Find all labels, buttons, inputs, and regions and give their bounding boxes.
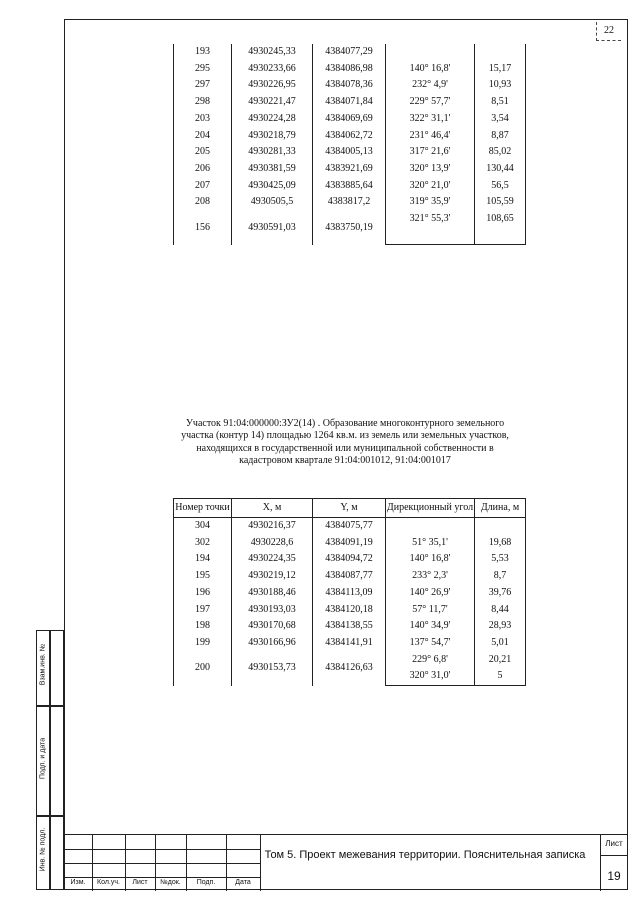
y-coordinate: 4383817,2: [313, 194, 386, 211]
direction-angle: 57° 11,7': [386, 602, 475, 619]
coordinates-table-1: [173, 44, 526, 245]
x-coordinate: 4930425,09: [232, 178, 313, 195]
direction-angle: 233° 2,3': [386, 568, 475, 585]
segment-length: 3,54: [475, 111, 526, 128]
segment-length: 19,68: [475, 535, 526, 552]
x-coordinate: 4930381,59: [232, 161, 313, 178]
point-number: 197: [174, 602, 232, 619]
direction-angle: 321° 55,3': [386, 211, 475, 228]
point-number: 194: [174, 551, 232, 568]
blank-cell: [475, 518, 526, 535]
y-coordinate: 4384086,98: [313, 61, 386, 78]
title-block: [64, 834, 628, 891]
point-number: 203: [174, 111, 232, 128]
point-number: 208: [174, 194, 232, 211]
header-angle: Дирекционный угол: [386, 499, 475, 518]
direction-angle: 317° 21,6': [386, 144, 475, 161]
y-coordinate: 4383921,69: [313, 161, 386, 178]
y-coordinate: 4384062,72: [313, 128, 386, 145]
x-coordinate: 4930505,5: [232, 194, 313, 211]
x-coordinate: 4930188,46: [232, 585, 313, 602]
table-row: [174, 518, 526, 535]
point-number: 206: [174, 161, 232, 178]
y-coordinate: 4384113,09: [313, 585, 386, 602]
segment-length: 5: [475, 668, 526, 685]
direction-angle: 140° 16,8': [386, 551, 475, 568]
y-coordinate: 4384075,77: [313, 518, 386, 535]
blank-cell: [475, 44, 526, 61]
direction-angle: 319° 35,9': [386, 194, 475, 211]
page-corner-number: 22: [596, 22, 621, 41]
segment-length: 39,76: [475, 585, 526, 602]
y-coordinate: 4383750,19: [313, 211, 386, 245]
point-number: 199: [174, 635, 232, 652]
segment-length: 15,17: [475, 61, 526, 78]
point-number: 196: [174, 585, 232, 602]
x-coordinate: 4930193,03: [232, 602, 313, 619]
tb-label-change: Изм.: [70, 879, 86, 886]
x-coordinate: 4930591,03: [232, 211, 313, 245]
point-number: 205: [174, 144, 232, 161]
sheet-label: Лист: [605, 839, 623, 848]
header-point: Номер точки: [174, 499, 232, 518]
x-coordinate: 4930224,35: [232, 551, 313, 568]
x-coordinate: 4930245,33: [232, 44, 313, 61]
direction-angle: 140° 34,9': [386, 618, 475, 635]
direction-angle: 140° 26,9': [386, 585, 475, 602]
blank-cell: [386, 228, 475, 245]
tb-label-sheet: Лист: [132, 879, 148, 886]
direction-angle: 320° 31,0': [386, 668, 475, 685]
y-coordinate: 4384077,29: [313, 44, 386, 61]
segment-length: 8,87: [475, 128, 526, 145]
direction-angle: 229° 6,8': [386, 652, 475, 669]
point-number: 200: [174, 652, 232, 686]
y-coordinate: 4384141,91: [313, 635, 386, 652]
document-title: Том 5. Проект межевания территории. Пояснительная записка: [264, 849, 586, 861]
table-header-row: [174, 499, 526, 518]
tb-label-count: Кол.уч.: [97, 879, 120, 886]
y-coordinate: 4383885,64: [313, 178, 386, 195]
blank-cell: [475, 228, 526, 245]
segment-length: 108,65: [475, 211, 526, 228]
x-coordinate: 4930216,37: [232, 518, 313, 535]
point-number: 304: [174, 518, 232, 535]
plot-caption: Участок 91:04:000000:ЗУ2(14) . Образование многоконтурного земельного участка (контур 14) площадью 1264 кв.м. из земель или земельных участков, находящихся в государственной или муниципальной собственности в кадастровом квартале 91:04:001012, 91:04:001017: [181, 418, 509, 466]
y-coordinate: 4384071,84: [313, 94, 386, 111]
strip-label-signature-date: Подп. и дата: [39, 737, 47, 780]
direction-angle: 320° 21,0': [386, 178, 475, 195]
x-coordinate: 4930224,28: [232, 111, 313, 128]
segment-length: 130,44: [475, 161, 526, 178]
segment-length: 5,01: [475, 635, 526, 652]
direction-angle: 51° 35,1': [386, 535, 475, 552]
x-coordinate: 4930221,47: [232, 94, 313, 111]
point-number: 193: [174, 44, 232, 61]
segment-length: 8,7: [475, 568, 526, 585]
y-coordinate: 4384120,18: [313, 602, 386, 619]
table-row: [174, 44, 526, 61]
header-length: Длина, м: [475, 499, 526, 518]
y-coordinate: 4384091,19: [313, 535, 386, 552]
y-coordinate: 4384087,77: [313, 568, 386, 585]
point-number: 207: [174, 178, 232, 195]
point-number: 302: [174, 535, 232, 552]
sheet-number: 19: [607, 869, 621, 883]
x-coordinate: 4930218,79: [232, 128, 313, 145]
direction-angle: 320° 13,9': [386, 161, 475, 178]
coordinates-table-2: [173, 498, 526, 686]
segment-length: 85,02: [475, 144, 526, 161]
blank-cell: [386, 44, 475, 61]
point-number: 298: [174, 94, 232, 111]
point-number: 204: [174, 128, 232, 145]
point-number: 156: [174, 211, 232, 245]
x-coordinate: 4930228,6: [232, 535, 313, 552]
segment-length: 28,93: [475, 618, 526, 635]
point-number: 195: [174, 568, 232, 585]
segment-length: 5,53: [475, 551, 526, 568]
direction-angle: 322° 31,1': [386, 111, 475, 128]
direction-angle: 140° 16,8': [386, 61, 475, 78]
strip-label-replacement: Взам.инв. №: [39, 643, 47, 686]
segment-length: 10,93: [475, 77, 526, 94]
direction-angle: 232° 4,9': [386, 77, 475, 94]
header-y: Y, м: [313, 499, 386, 518]
x-coordinate: 4930219,12: [232, 568, 313, 585]
segment-length: 8,44: [475, 602, 526, 619]
binding-strip: [36, 630, 64, 890]
x-coordinate: 4930226,95: [232, 77, 313, 94]
header-x: X, м: [232, 499, 313, 518]
segment-length: 105,59: [475, 194, 526, 211]
x-coordinate: 4930166,96: [232, 635, 313, 652]
x-coordinate: 4930153,73: [232, 652, 313, 686]
x-coordinate: 4930170,68: [232, 618, 313, 635]
segment-length: 56,5: [475, 178, 526, 195]
y-coordinate: 4384078,36: [313, 77, 386, 94]
y-coordinate: 4384126,63: [313, 652, 386, 686]
blank-cell: [386, 518, 475, 535]
direction-angle: 231° 46,4': [386, 128, 475, 145]
point-number: 198: [174, 618, 232, 635]
point-number: 295: [174, 61, 232, 78]
x-coordinate: 4930281,33: [232, 144, 313, 161]
tb-label-date: Дата: [235, 879, 251, 886]
point-number: 297: [174, 77, 232, 94]
direction-angle: 137° 54,7': [386, 635, 475, 652]
tb-label-doc: №док.: [160, 879, 181, 886]
y-coordinate: 4384138,55: [313, 618, 386, 635]
y-coordinate: 4384005,13: [313, 144, 386, 161]
x-coordinate: 4930233,66: [232, 61, 313, 78]
y-coordinate: 4384069,69: [313, 111, 386, 128]
strip-label-inventory: Инв. № подл.: [39, 827, 47, 872]
tb-label-signature: Подп.: [196, 879, 216, 886]
segment-length: 8,51: [475, 94, 526, 111]
y-coordinate: 4384094,72: [313, 551, 386, 568]
segment-length: 20,21: [475, 652, 526, 669]
direction-angle: 229° 57,7': [386, 94, 475, 111]
